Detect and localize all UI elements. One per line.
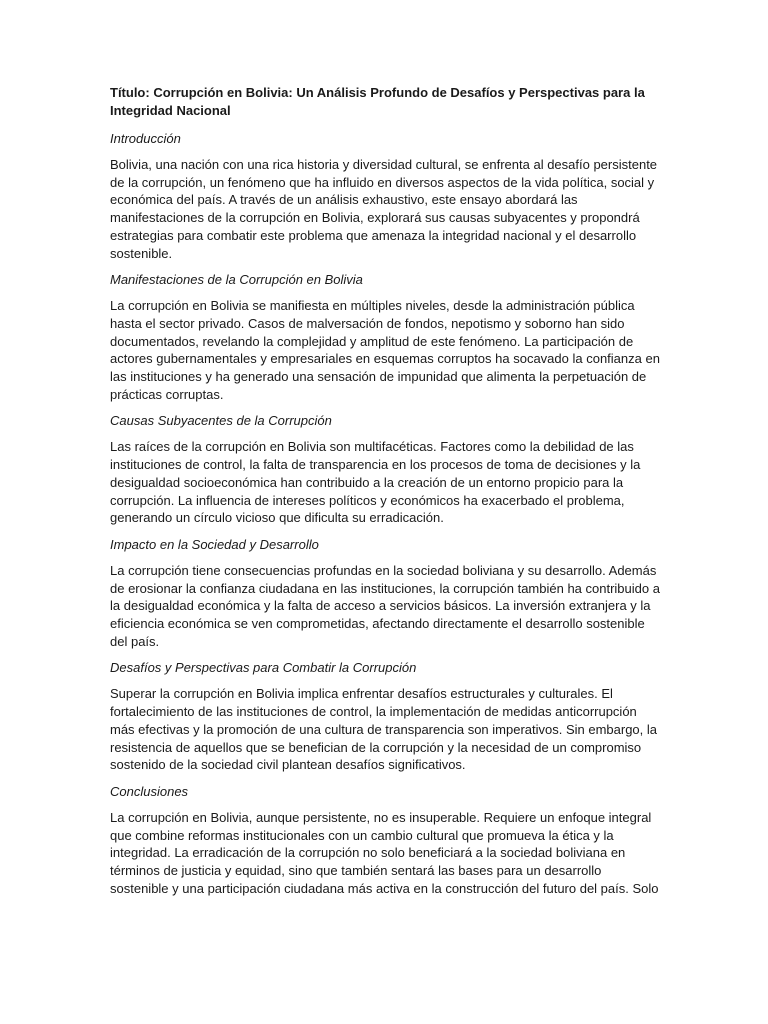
document-title: Título: Corrupción en Bolivia: Un Análisis Profundo de Desafíos y Perspectivas para la Integridad Nacional xyxy=(110,85,645,118)
section-heading-introduccion: Introducción xyxy=(110,131,181,146)
section-heading-impacto: Impacto en la Sociedad y Desarrollo xyxy=(110,536,319,552)
document-page xyxy=(110,84,662,907)
section-heading-causas: Causas Subyacentes de la Corrupción xyxy=(110,413,332,429)
section-paragraph-manifestaciones: La corrupción en Bolivia se manifiesta en múltiples niveles, desde la administración pública hasta el sector privado. Casos de malversación de fondos, nepotismo y soborno han sido documentados, revelando la complejidad y amplitud de este fenómeno. La participación de actores gubernamentales y empresariales en esquemas corruptos ha socavado la confianza en las instituciones y ha generado una sensación de impunidad que alimenta la perpetuación de prácticas corruptas. xyxy=(110,298,660,402)
section-heading-conclusiones: Conclusiones xyxy=(110,783,189,799)
section-paragraph-introduccion: Bolivia, una nación con una rica historia y diversidad cultural, se enfrenta al desafío persistente de la corrupción, un fenómeno que ha influido en diversos aspectos de la vida política, social y económica del país. A través de un análisis exhaustivo, este ensayo abordará las manifestaciones de la corrupción en Bolivia, explorará sus causas subyacentes y propondrá estrategias para combatir este problema que amenaza la integridad nacional y el desarrollo sostenible. xyxy=(110,157,658,261)
section-paragraph-causas: Las raíces de la corrupción en Bolivia son multifacéticas. Factores como la debilidad de las instituciones de control, la falta de transparencia en los procesos de toma de decisiones y la desigualdad socioeconómica han contribuido a la creación de un entorno propicio para la corrupción. La influencia de intereses políticos y económicos ha exacerbado el problema, generando un círculo vicioso que dificulta su erradicación. xyxy=(110,439,641,526)
section-paragraph-desafios: Superar la corrupción en Bolivia implica enfrentar desafíos estructurales y culturales. El fortalecimiento de las instituciones de control, la implementación de medidas anticorrupción más efectivas y la promoción de una cultura de transparencia son imperativos. Sin embargo, la resistencia de aquellos que se benefician de la corrupción y la necesidad de un compromiso sostenido de la sociedad civil plantean desafíos significativos. xyxy=(110,686,658,773)
section-paragraph-conclusiones: La corrupción en Bolivia, aunque persistente, no es insuperable. Requiere un enfoque integral que combine reformas institucionales con un cambio cultural que promueva la ética y la integridad. La erradicación de la corrupción no solo beneficiará a la sociedad boliviana en términos de justicia y equidad, sino que también sentará las bases para un desarrollo sostenible y una participación ciudadana más activa en la construcción del futuro del país. Solo xyxy=(110,809,659,896)
section-heading-desafios: Desafíos y Perspectivas para Combatir la Corrupción xyxy=(110,660,417,676)
section-paragraph-impacto: La corrupción tiene consecuencias profundas en la sociedad boliviana y su desarrollo. Además de erosionar la confianza ciudadana en las instituciones, la corrupción también ha contribuido a la desigualdad económica y la falta de acceso a servicios básicos. La inversión extranjera y la eficiencia económica se ven comprometidas, afectando directamente el desarrollo sostenible del país. xyxy=(110,562,660,649)
section-heading-manifestaciones: Manifestaciones de la Corrupción en Bolivia xyxy=(110,272,363,288)
